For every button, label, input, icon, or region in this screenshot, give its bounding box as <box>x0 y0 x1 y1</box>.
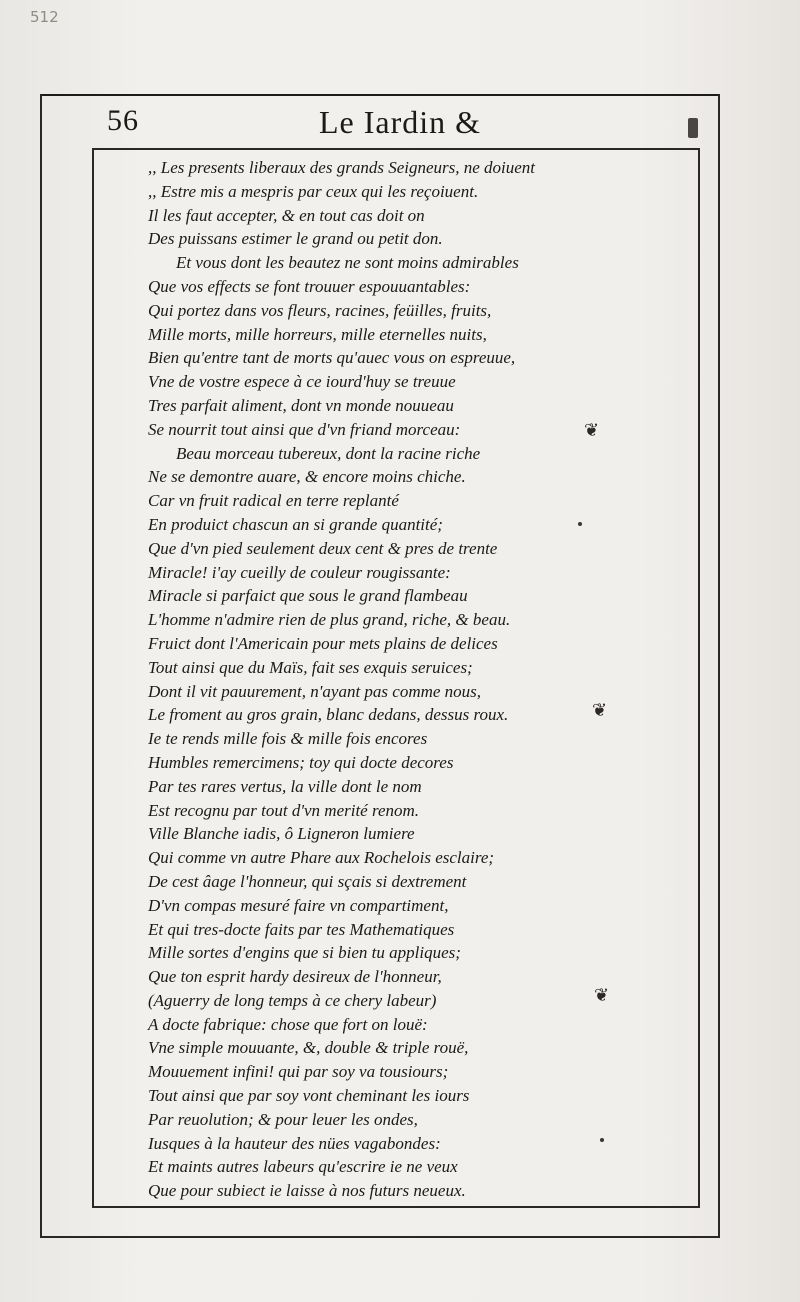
verse-line: Et qui tres-docte faits par tes Mathematiques <box>148 919 455 939</box>
verse-line: Que pour subiect ie laisse à nos futurs neueux. <box>148 1181 466 1201</box>
text-box-right-rule <box>698 148 700 1206</box>
ink-speck <box>600 1138 604 1142</box>
verse-line: Mouuement infini! qui par soy va tousiours; <box>148 1062 449 1082</box>
verse-line: Par reuolution; & pour leuer les ondes, <box>148 1109 418 1129</box>
verse-line: ,, Estre mis a mespris par ceux qui les reçoiuent. <box>148 181 479 201</box>
ink-mark <box>688 118 698 138</box>
pencil-folio-note: 512 <box>30 8 59 26</box>
verse-line: Iusques à la hauteur des nües vagabondes: <box>148 1133 441 1153</box>
text-box-bottom-rule <box>92 1206 700 1208</box>
verse-line: Qui comme vn autre Phare aux Rochelois esclaire; <box>148 848 495 868</box>
verse-line: A docte fabrique: chose que fort on louë: <box>148 1014 428 1034</box>
ink-speck <box>578 522 582 526</box>
verse-line: Car vn fruit radical en terre replanté <box>148 491 399 511</box>
verse-line: Humbles remercimens; toy qui docte decores <box>148 752 454 772</box>
fleuron-icon: ❦ <box>594 985 610 1006</box>
verse-line: Qui portez dans vos fleurs, racines, feüilles, fruits, <box>148 300 492 320</box>
verse-line: Tres parfait aliment, dont vn monde nouueau <box>148 395 454 415</box>
fleuron-icon: ❦ <box>592 700 608 721</box>
verse-line: Mille morts, mille horreurs, mille eternelles nuits, <box>148 324 487 344</box>
verse-body <box>148 156 688 1203</box>
verse-line: Et maints autres labeurs qu'escrire ie ne veux <box>148 1157 458 1177</box>
verse-line: ,, Les presents liberaux des grands Seigneurs, ne doiuent <box>148 158 536 177</box>
verse-line: En produict chascun an si grande quantité; <box>148 514 443 534</box>
verse-line: Par tes rares vertus, la ville dont le nom <box>148 776 422 796</box>
verse-line: Et vous dont les beautez ne sont moins admirables <box>176 253 519 273</box>
verse-line: Est recognu par tout d'vn merité renom. <box>148 800 420 820</box>
verse-line: Que ton esprit hardy desireux de l'honneur, <box>148 967 442 987</box>
verse-line: Tout ainsi que par soy vont cheminant les iours <box>148 1086 470 1106</box>
verse-line: De cest âage l'honneur, qui sçais si dextrement <box>148 871 467 891</box>
verse-line: L'homme n'admire rien de plus grand, riche, & beau. <box>148 610 511 630</box>
outer-frame-bottom-rule <box>40 1236 720 1238</box>
verse-line: Dont il vit pauurement, n'ayant pas comme nous, <box>148 681 482 701</box>
verse-line: Bien qu'entre tant de morts qu'auec vous on espreuue, <box>148 348 516 368</box>
verse-line: Que vos effects se font trouuer espouuantables: <box>148 276 471 296</box>
verse-line: Miracle si parfaict que sous le grand flambeau <box>148 586 468 606</box>
page-number: 56 <box>107 104 139 137</box>
verse-line: Ville Blanche iadis, ô Ligneron lumiere <box>148 824 415 844</box>
verse-line: Vne de vostre espece à ce iourd'huy se treuue <box>148 372 456 392</box>
verse-line: Il les faut accepter, & en tout cas doit on <box>148 205 425 225</box>
verse-line: Que d'vn pied seulement deux cent & pres de trente <box>148 538 498 558</box>
verse-line: Fruict dont l'Americain pour mets plains de delices <box>148 633 498 653</box>
verse-line: (Aguerry de long temps à ce chery labeur) <box>148 990 437 1010</box>
running-title: Le Iardin & <box>318 104 482 140</box>
verse-line: Ne se demontre auare, & encore moins chiche. <box>148 467 466 487</box>
verse-line: Tout ainsi que du Maïs, fait ses exquis seruices; <box>148 657 473 677</box>
outer-frame-left-rule <box>40 94 42 1238</box>
outer-frame-right-rule <box>718 94 720 1238</box>
verse-line: Miracle! i'ay cueilly de couleur rougissante: <box>148 562 451 582</box>
text-box-top-rule <box>92 148 700 150</box>
verse-line: Ie te rends mille fois & mille fois encores <box>148 729 428 749</box>
outer-frame-top-rule <box>40 94 720 96</box>
text-box-left-rule <box>92 148 94 1206</box>
verse-line: Vne simple mouuante, &, double & triple rouë, <box>148 1038 469 1058</box>
verse-line: Beau morceau tubereux, dont la racine riche <box>176 443 481 463</box>
fleuron-icon: ❦ <box>584 420 600 441</box>
verse-line: Mille sortes d'engins que si bien tu appliques; <box>148 943 461 963</box>
verse-line: D'vn compas mesuré faire vn compartiment, <box>148 895 449 915</box>
verse-line: Le froment au gros grain, blanc dedans, dessus roux. <box>148 705 509 725</box>
verse-line: Des puissans estimer le grand ou petit don. <box>148 229 443 249</box>
verse-line: Se nourrit tout ainsi que d'vn friand morceau: <box>148 419 461 439</box>
